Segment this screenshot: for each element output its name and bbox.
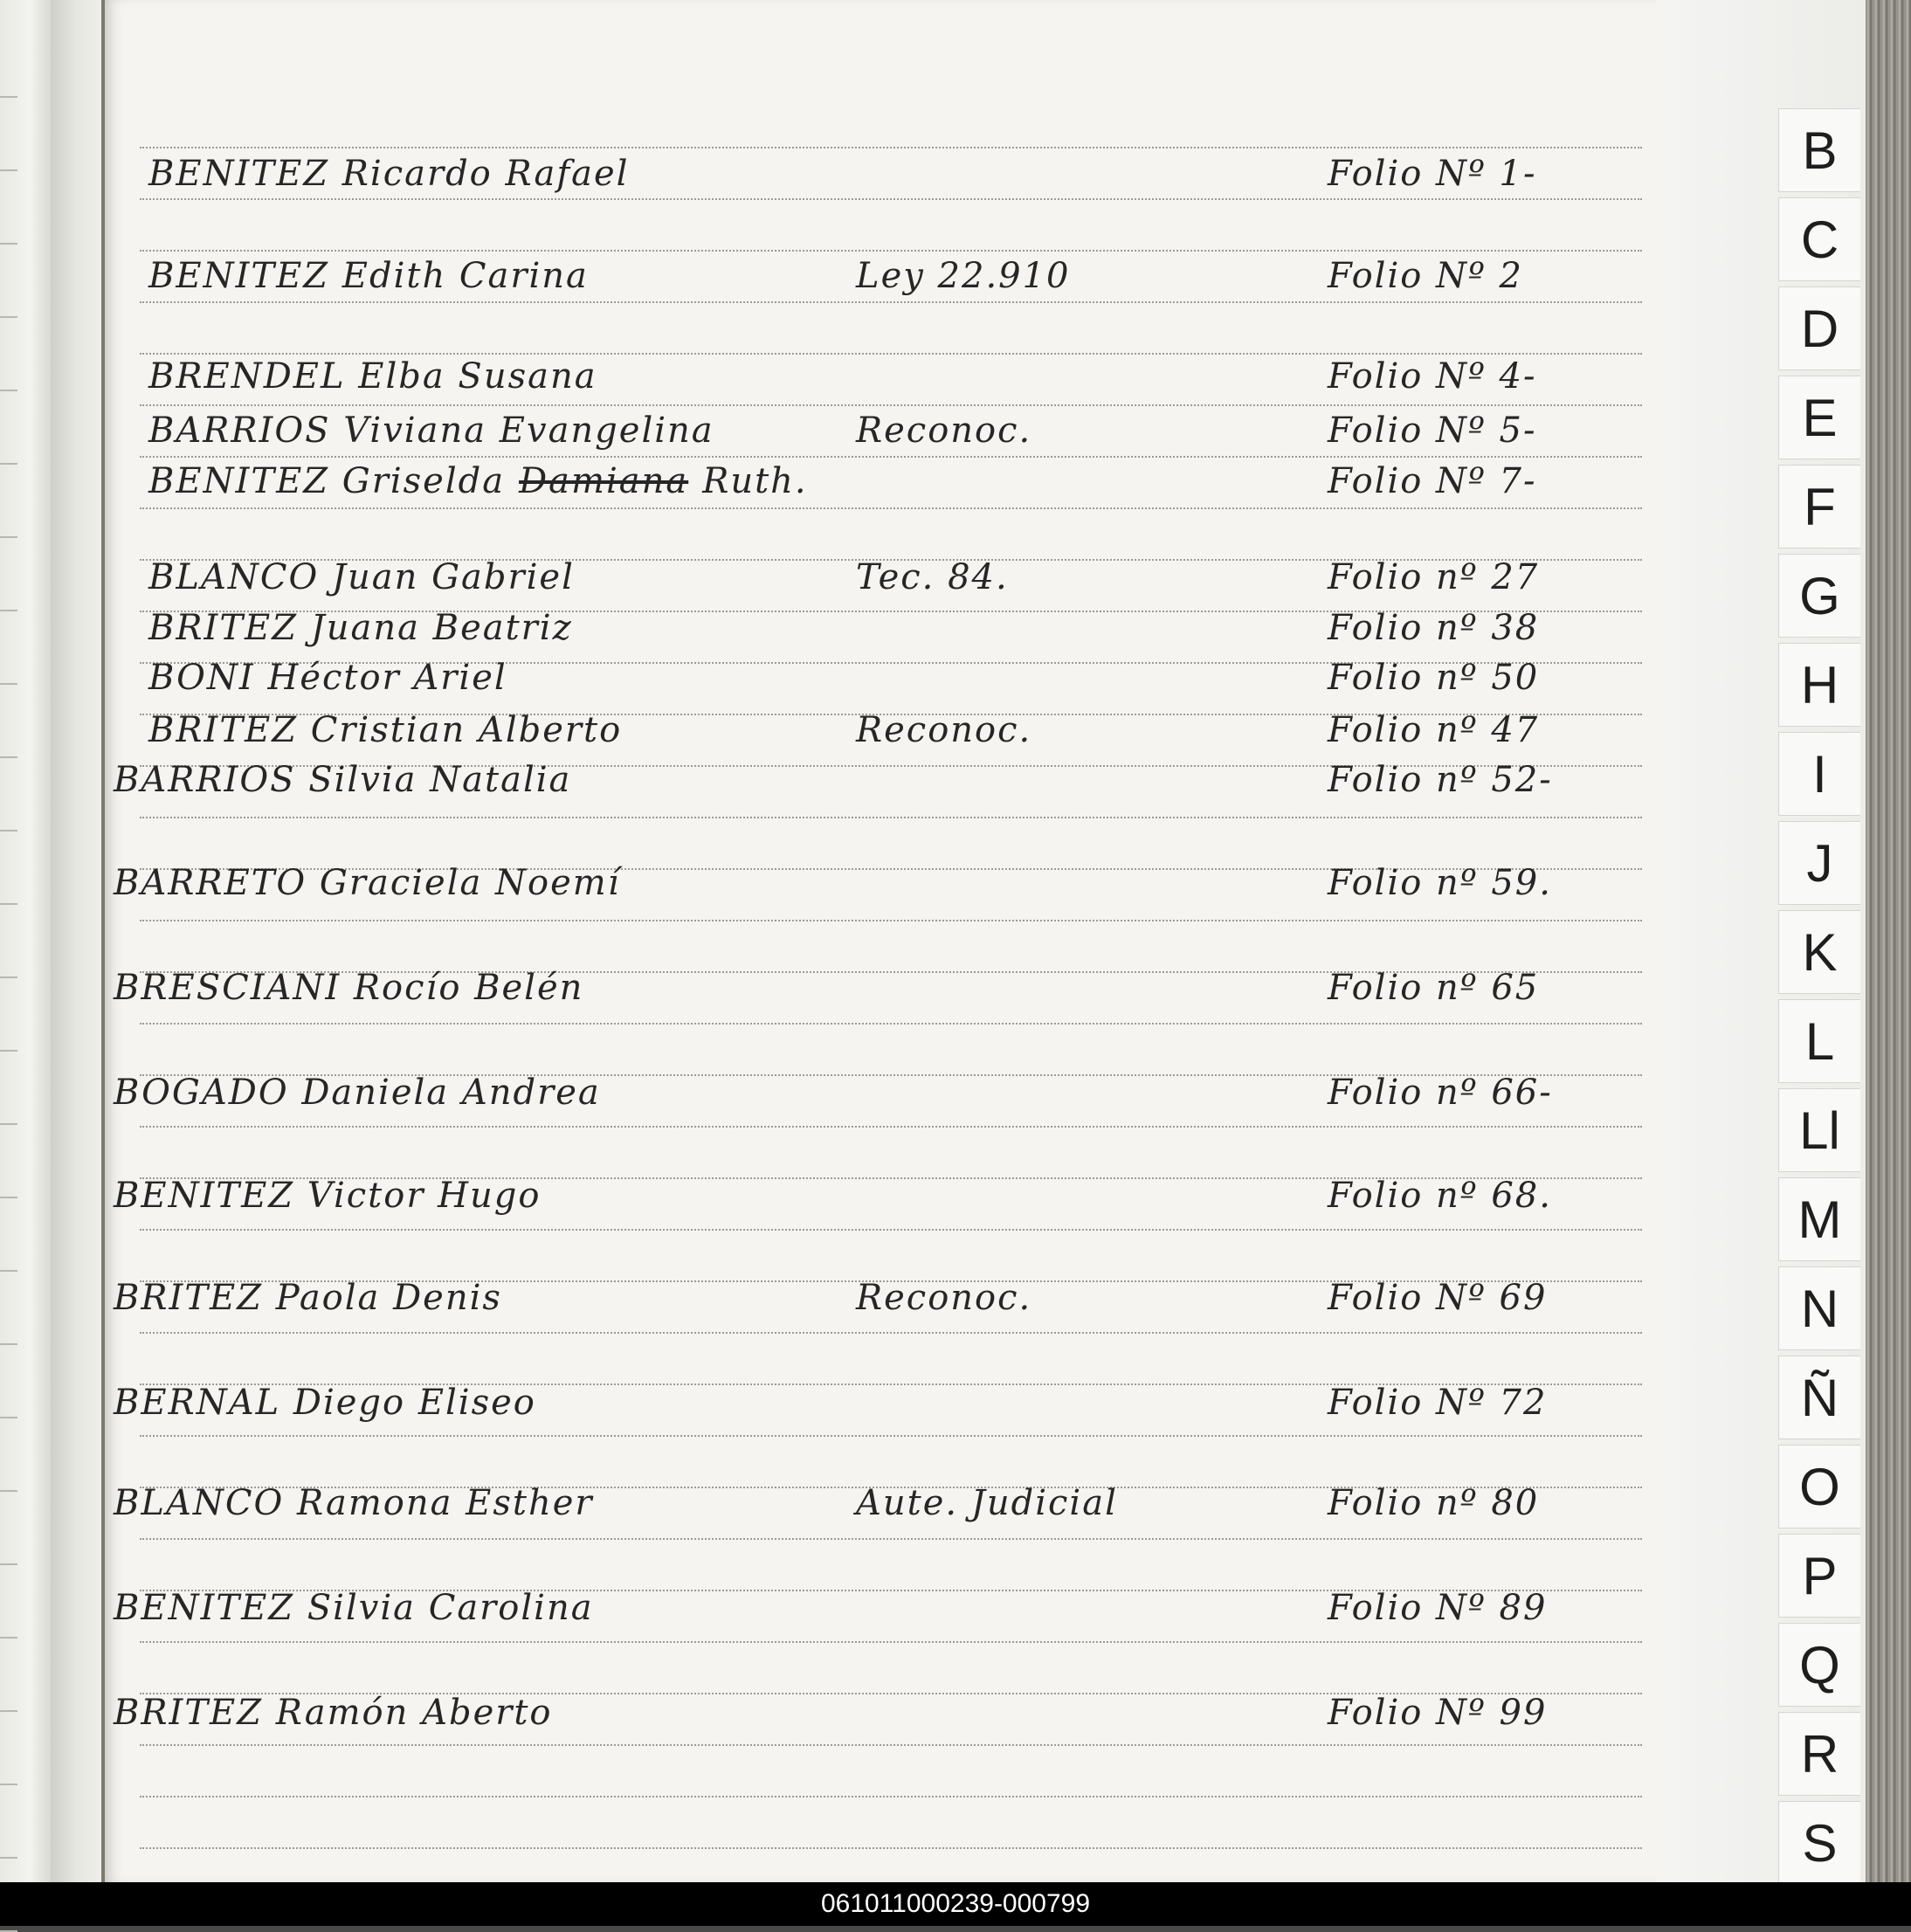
- entry-name: [148, 154, 629, 194]
- index-tab[interactable]: I: [1778, 732, 1860, 816]
- margin-tick: [0, 1197, 17, 1198]
- margin-tick: [0, 1270, 17, 1272]
- margin-tick: [0, 610, 17, 611]
- entry-name: [148, 608, 573, 648]
- margin-tick: [0, 1637, 17, 1639]
- margin-tick: [0, 1343, 17, 1345]
- alphabet-index-strip: [1656, 0, 1866, 1882]
- margin-tick: [0, 390, 17, 391]
- entry-folio: Folio Nº 4-: [1328, 356, 1537, 397]
- entry-folio: Folio nº 38: [1328, 608, 1540, 648]
- ruled-line: [140, 507, 1642, 509]
- entry-name-text: BENITEZ Victor Hugo: [114, 1176, 542, 1216]
- register-entry: [105, 557, 1659, 603]
- entry-name-text: BLANCO Ramona Esther: [114, 1483, 594, 1523]
- margin-tick: [0, 463, 17, 465]
- entry-name: [148, 461, 808, 501]
- index-tab[interactable]: P: [1778, 1534, 1860, 1618]
- margin-tick: [0, 683, 17, 685]
- margin-tick: [0, 830, 17, 831]
- margin-tick: [0, 1710, 17, 1712]
- margin-tick: [0, 756, 17, 758]
- ruled-line: [140, 1023, 1642, 1025]
- entry-folio: Folio nº 65: [1328, 968, 1540, 1008]
- entry-folio: Folio nº 50: [1328, 658, 1540, 698]
- index-tab[interactable]: B: [1778, 108, 1860, 192]
- index-tab[interactable]: E: [1778, 376, 1860, 459]
- entry-folio: Folio nº 52-: [1328, 760, 1553, 800]
- index-tab[interactable]: F: [1778, 465, 1860, 549]
- entry-name-text: BENITEZ Ricardo Rafael: [148, 154, 630, 194]
- entry-folio: Folio Nº 69: [1328, 1278, 1548, 1318]
- register-entry: [105, 1693, 1659, 1738]
- index-tab[interactable]: L: [1778, 999, 1860, 1083]
- entry-folio: Folio Nº 1-: [1328, 154, 1537, 194]
- margin-tick: [0, 169, 17, 171]
- ruled-line: [140, 147, 1642, 148]
- margin-tick: [0, 903, 17, 905]
- entry-name-text: BONI Héctor Ariel: [148, 658, 507, 698]
- register-entry: [105, 1073, 1659, 1118]
- margin-tick: [0, 96, 17, 98]
- register-entry: [105, 1588, 1659, 1633]
- entry-name-text: BENITEZ Silvia Carolina: [114, 1588, 594, 1628]
- entry-name: [114, 968, 583, 1008]
- entry-name-text: BARRIOS Silvia Natalia: [114, 760, 572, 800]
- margin-tick: [0, 1123, 17, 1125]
- entry-folio: Folio nº 68.: [1328, 1176, 1552, 1216]
- index-tab[interactable]: H: [1778, 643, 1860, 727]
- ruled-line: [140, 920, 1642, 921]
- index-tab[interactable]: K: [1778, 910, 1860, 994]
- entry-name-text: BLANCO Juan Gabriel: [148, 557, 575, 597]
- entry-note: Ley 22.910: [856, 256, 1071, 296]
- register-entry: [105, 411, 1659, 456]
- entry-name-text: BENITEZ Griselda: [148, 461, 506, 501]
- entry-name: [148, 710, 622, 750]
- entry-name: [114, 1073, 601, 1113]
- facing-page-edge: [0, 0, 52, 1882]
- register-entry: [105, 1278, 1659, 1323]
- register-entry: [105, 710, 1659, 756]
- ruled-line: [140, 404, 1642, 406]
- page-stack-edge: [1866, 0, 1911, 1882]
- entry-name-text: BRITEZ Ramón Aberto: [114, 1693, 553, 1733]
- entry-name-text: BRITEZ Juana Beatriz: [148, 608, 573, 648]
- ruled-line: [140, 817, 1642, 818]
- ruled-line: [140, 353, 1642, 355]
- entry-name: [148, 411, 714, 451]
- ruled-line: [140, 1641, 1642, 1643]
- entry-note: Reconoc.: [856, 411, 1032, 451]
- register-entry: [105, 658, 1659, 703]
- register-entry: [105, 1383, 1659, 1428]
- ruled-line: [140, 1847, 1642, 1849]
- index-tab[interactable]: Ll: [1778, 1088, 1860, 1172]
- ruled-line: [140, 456, 1642, 458]
- margin-tick: [0, 316, 17, 318]
- entry-name-continuation: Ruth.: [702, 461, 808, 501]
- margin-tick: [0, 1563, 17, 1565]
- register-entry: [105, 863, 1659, 908]
- entry-name: [114, 1278, 502, 1318]
- ruled-line: [140, 1744, 1642, 1746]
- entry-note: Reconoc.: [856, 710, 1032, 750]
- entry-name: [114, 1693, 553, 1733]
- index-tab[interactable]: G: [1778, 554, 1860, 638]
- entry-name: [114, 1588, 594, 1628]
- entry-name: [114, 1483, 594, 1523]
- entry-name-text: BENITEZ Edith Carina: [148, 256, 589, 296]
- register-entry: [105, 1176, 1659, 1221]
- margin-tick: [0, 1050, 17, 1052]
- index-tab[interactable]: Ñ: [1778, 1356, 1860, 1439]
- ruled-line: [140, 1435, 1642, 1437]
- entry-name: [148, 658, 507, 698]
- ruled-line: [140, 1229, 1642, 1231]
- entry-name: [114, 863, 621, 903]
- index-tab[interactable]: D: [1778, 286, 1860, 370]
- register-entry: [105, 256, 1659, 301]
- register-entry: [105, 154, 1659, 199]
- footer-code: 061011000239-000799: [0, 1882, 1911, 1926]
- ledger-page: [101, 0, 1659, 1882]
- register-entry: [105, 760, 1659, 805]
- entry-name: [148, 356, 597, 397]
- ruled-line: [140, 1796, 1642, 1797]
- register-entry: [105, 356, 1659, 402]
- entry-name: [114, 760, 571, 800]
- entry-folio: Folio nº 47: [1328, 710, 1540, 750]
- entry-name-text: BARRIOS Viviana Evangelina: [148, 411, 714, 451]
- index-tab[interactable]: Q: [1778, 1623, 1860, 1707]
- index-tab[interactable]: O: [1778, 1445, 1860, 1528]
- register-entry: [105, 608, 1659, 653]
- entry-name-text: BRITEZ Cristian Alberto: [148, 710, 623, 750]
- entry-note: Tec. 84.: [856, 557, 1009, 597]
- entry-name: [148, 256, 589, 296]
- entry-folio: Folio Nº 2: [1328, 256, 1524, 296]
- ruled-line: [140, 1126, 1642, 1128]
- entry-name: [114, 1383, 536, 1423]
- entry-name: [114, 1176, 541, 1216]
- entry-name-text: BRESCIANI Rocío Belén: [114, 968, 584, 1008]
- entry-name-text: BOGADO Daniela Andrea: [114, 1073, 601, 1113]
- entry-note: Aute. Judicial: [856, 1483, 1118, 1523]
- entry-note: Reconoc.: [856, 1278, 1032, 1318]
- index-tab[interactable]: M: [1778, 1177, 1860, 1261]
- index-tab[interactable]: R: [1778, 1712, 1860, 1796]
- index-tab[interactable]: S: [1778, 1801, 1860, 1885]
- index-tab[interactable]: N: [1778, 1266, 1860, 1350]
- entry-folio: Folio nº 27: [1328, 557, 1540, 597]
- entry-folio: Folio Nº 99: [1328, 1693, 1548, 1733]
- entry-folio: Folio Nº 7-: [1328, 461, 1537, 501]
- margin-tick: [0, 243, 17, 245]
- register-entry: [105, 1483, 1659, 1528]
- entry-folio: Folio nº 66-: [1328, 1073, 1553, 1113]
- margin-tick: [0, 1417, 17, 1418]
- register-entry: [105, 968, 1659, 1013]
- entry-folio: Folio Nº 89: [1328, 1588, 1548, 1628]
- entry-folio: Folio Nº 72: [1328, 1383, 1548, 1423]
- register-entry: [105, 461, 1659, 507]
- entry-name: [148, 557, 575, 597]
- entry-folio: Folio nº 59.: [1328, 863, 1552, 903]
- entry-name-text: BRITEZ Paola Denis: [114, 1278, 502, 1318]
- entry-folio: Folio Nº 5-: [1328, 411, 1537, 451]
- ruled-line: [140, 250, 1642, 252]
- struck-through-word: Damiana: [519, 461, 689, 501]
- index-tab[interactable]: C: [1778, 197, 1860, 281]
- entry-folio: Folio nº 80: [1328, 1483, 1540, 1523]
- ruled-line: [140, 1332, 1642, 1334]
- ruled-line: [140, 1538, 1642, 1540]
- ruled-line: [140, 301, 1642, 303]
- entry-name-text: BARRETO Graciela Noemí: [114, 863, 621, 903]
- margin-tick: [0, 1490, 17, 1492]
- margin-tick: [0, 536, 17, 538]
- entry-name-text: BERNAL Diego Eliseo: [114, 1383, 536, 1423]
- margin-tick: [0, 1784, 17, 1785]
- margin-tick: [0, 1857, 17, 1859]
- margin-tick: [0, 976, 17, 978]
- entry-name-text: BRENDEL Elba Susana: [148, 356, 597, 397]
- index-tab[interactable]: J: [1778, 821, 1860, 905]
